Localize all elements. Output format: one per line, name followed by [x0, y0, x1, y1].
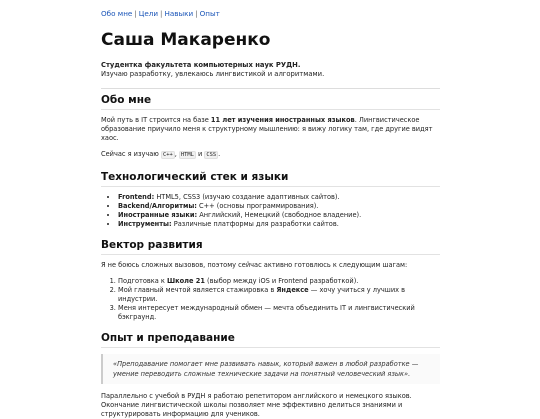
teaching-quote: «Преподавание помогает мне развивать навык, который важен в любой разработке — умение переводить сложные технические задачи на понятный человеческий язык». — [101, 354, 440, 384]
nav-link-experience[interactable]: Опыт — [199, 9, 220, 18]
page-title: Саша Макаренко — [101, 30, 271, 50]
goals-heading: Вектор развития — [101, 238, 440, 255]
list-item: • Инструменты: Различные платформы для разработки сайтов. — [118, 220, 440, 229]
experience-section — [101, 331, 440, 419]
about-section — [101, 93, 440, 160]
about-paragraph: Мой путь в IT строится на базе 11 лет изучения иностранных языков. Лингвистическое образование приучило меня к структурному мышлению: я вижу логику там, где другие видят хаос. — [101, 116, 433, 142]
code-cpp: C++ — [162, 152, 173, 158]
code-html: HTML — [180, 152, 194, 158]
about-heading: Обо мне — [101, 93, 440, 110]
goals-list — [101, 277, 440, 322]
list-item: 2. Мой главный мечтой является стажировка в Яндексе — хочу учиться у лучших в индустрии. — [118, 286, 440, 304]
nav-link-about[interactable]: Обо мне — [101, 9, 133, 18]
nav-separator: | — [160, 9, 163, 18]
list-item: 3. Меня интересует международный обмен — мечта объединить IT и лингвистический бэкграунд. — [118, 304, 440, 322]
header-divider — [101, 88, 440, 89]
subtitle: Студентка факультета компьютерных наук РУДН. — [101, 61, 301, 69]
about-learning-paragraph: Сейчас я изучаю C++ , HTML и CSS . — [101, 150, 221, 158]
nav-separator: | — [134, 9, 137, 18]
stack-heading: Технологический стек и языки — [101, 170, 440, 187]
list-item: • Иностранные языки: Английский, Немецкий (свободное владение). — [118, 211, 440, 220]
nav-link-skills[interactable]: Навыки — [164, 9, 194, 18]
experience-paragraph: Параллельно с учебой в РУДН я работаю репетитором английского и немецкого языков. Окончание лингвистической школы позволяет мне эффективно делиться знаниями и структурировать информацию для учеников. — [101, 392, 412, 418]
nav-separator: | — [195, 9, 198, 18]
goals-intro: Я не боюсь сложных вызовов, поэтому сейчас активно готовлюсь к следующим шагам: — [101, 261, 408, 269]
list-item: 1. Подготовка к Школе 21 (выбор между iOS и Frontend разработкой). — [118, 277, 440, 286]
stack-list — [101, 193, 440, 229]
stack-section — [101, 170, 440, 229]
tagline: Изучаю разработку, увлекаюсь лингвистикой и алгоритмами. — [101, 70, 325, 78]
top-nav — [101, 8, 440, 20]
about-highlight: 11 лет изучения иностранных языков — [210, 116, 355, 124]
nav-link-goals[interactable]: Цели — [138, 9, 159, 18]
code-css: CSS — [206, 152, 217, 158]
list-item: • Frontend: HTML5, CSS3 (изучаю создание адаптивных сайтов). — [118, 193, 440, 202]
list-item: • Backend/Алгоритмы: C++ (основы программирования). — [118, 202, 440, 211]
goals-section — [101, 238, 440, 322]
experience-heading: Опыт и преподавание — [101, 331, 440, 348]
